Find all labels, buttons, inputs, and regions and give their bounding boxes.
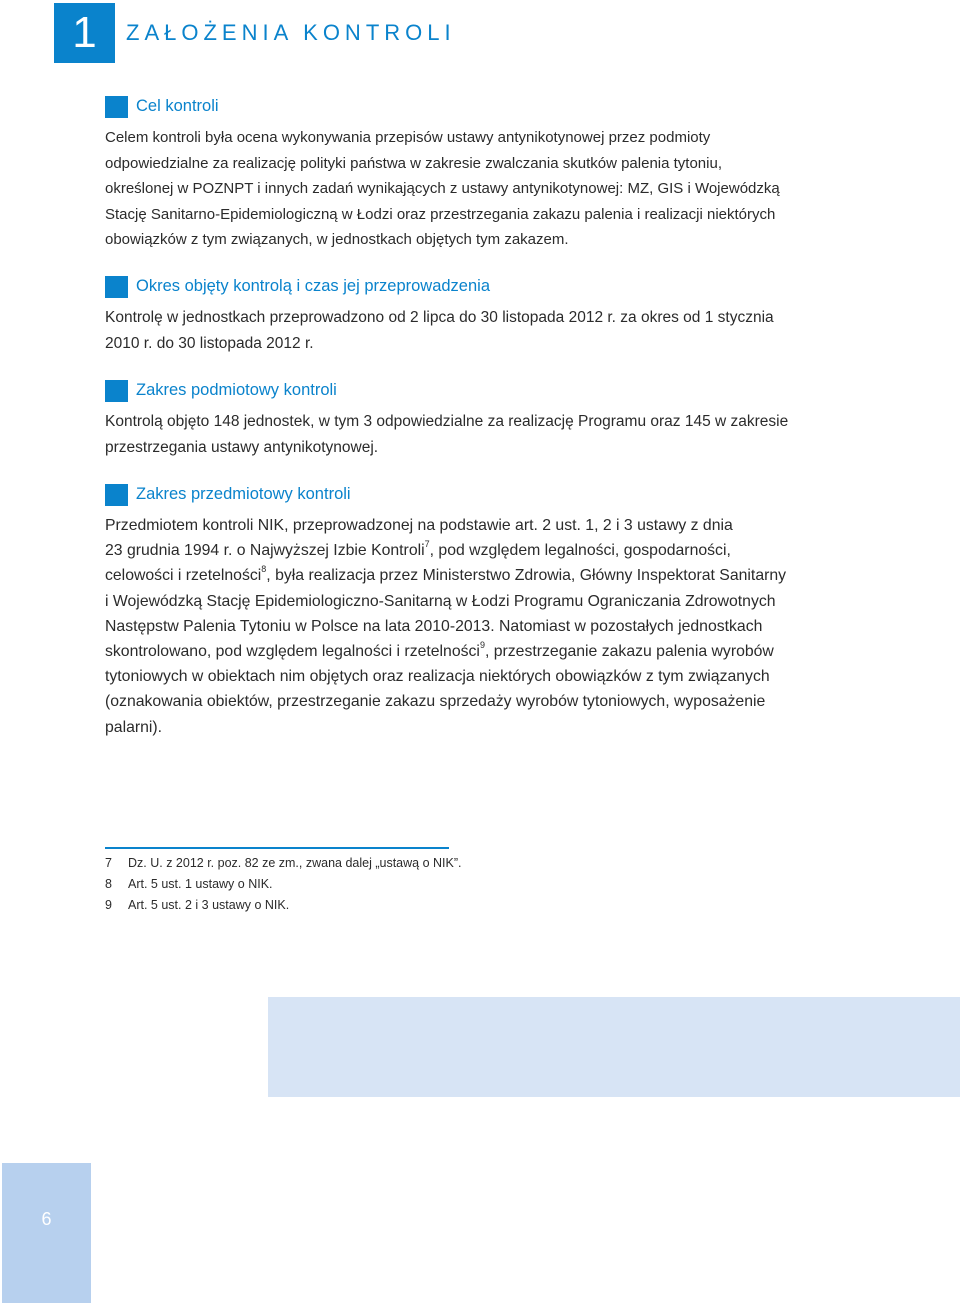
paragraph-line: Przedmiotem kontroli NIK, przeprowadzonej na podstawie art. 2 ust. 1, 2 i 3 ustawy z dnia [105,517,733,534]
footnote-ref: 8 [261,564,267,575]
section-heading [105,484,865,507]
section-body [105,409,865,460]
paragraph-line [105,538,865,563]
section-zakres-podmiotowy [105,380,865,460]
footnote-number: 9 [105,898,112,912]
paragraph-text: , była realizacja przez Ministerstwo Zdrowia, Główny Inspektorat Sanitarny [266,567,787,585]
section-heading-text: Zakres podmiotowy kontroli [136,381,337,399]
paragraph-text: 23 grudnia 1994 r. o Najwyższej Izbie Kontroli [105,542,425,560]
paragraph-text: , pod względem legalności, gospodarności, [429,542,731,560]
section-heading [105,276,865,299]
paragraph-text: , przestrzeganie zakazu palenia wyrobów [484,643,774,661]
paragraph-line: określonej w POZNPT i innych zadań wynikających z ustawy antynikotynowej: MZ, GIS i Wojewódzką [105,180,780,197]
footnote-text: Dz. U. z 2012 r. poz. 82 ze zm., zwana dalej „ustawą o NIK”. [128,856,462,870]
footnote-text: Art. 5 ust. 1 ustawy o NIK. [128,877,273,891]
paragraph-line: Kontrolą objęto 148 jednostek, w tym 3 odpowiedzialne za realizację Programu oraz 145 w zakresie [105,413,789,430]
paragraph-line: 2010 r. do 30 listopada 2012 r. [105,334,314,352]
paragraph-text: skontrolowano, pod względem legalności i rzetelności [105,643,480,661]
footnote-number: 8 [105,877,112,891]
footnote-number: 7 [105,856,112,870]
paragraph-line: Celem kontroli była ocena wykonywania przepisów ustawy antynikotynowej przez podmioty [105,129,711,146]
section-okres-kontroli [105,276,865,356]
page-number-tab [2,1163,91,1303]
section-heading [105,96,865,119]
paragraph-line: Stację Sanitarno-Epidemiologiczną w Łodzi oraz przestrzegania zakazu palenia i realizacji niektórych [105,205,776,223]
paragraph-text: celowości i rzetelności [105,567,262,585]
section-body [105,125,865,253]
section-heading-text: Cel kontroli [136,97,219,115]
heading-square-icon [105,380,128,402]
section-body [105,305,865,356]
section-heading [105,380,865,403]
paragraph-line: przestrzegania ustawy antynikotynowej. [105,438,379,456]
chapter-number-box [54,3,115,63]
paragraph-line: Następstw Palenia Tytoniu w Polsce na lata 2010-2013. Natomiast w pozostałych jednostkach [105,617,763,635]
heading-square-icon [105,276,128,298]
chapter-number: 1 [72,8,97,57]
section-heading-text: Zakres przedmiotowy kontroli [136,485,351,503]
section-body [105,513,865,740]
footnote-text: Art. 5 ust. 2 i 3 ustawy o NIK. [128,898,290,912]
paragraph-line: palarni). [105,718,163,736]
paragraph-line: odpowiedzialne za realizację polityki państwa w zakresie zwalczania skutków palenia tytoniu, [105,154,722,172]
paragraph-line: Kontrolę w jednostkach przeprowadzono od 2 lipca do 30 listopada 2012 r. za okres od 1 stycznia [105,309,774,326]
paragraph-line: (oznakowania obiektów, przestrzeganie zakazu sprzedaży wyrobów tytoniowych, wyposażenie [105,693,766,711]
paragraph-line [105,639,865,664]
footnote-ref: 9 [479,639,485,650]
paragraph-line [105,563,865,588]
paragraph-line: obowiązków z tym związanych, w jednostkach objętych tym zakazem. [105,231,569,248]
chapter-title: ZAŁOŻENIA KONTROLI [126,20,456,45]
section-zakres-przedmiotowy [105,484,865,740]
paragraph-line: tytoniowych w obiektach nim objętych oraz realizacja niektórych obowiązków z tym związanych [105,668,770,686]
decorative-panel [268,997,960,1097]
footnote-divider [105,847,449,849]
paragraph-line: i Wojewódzką Stację Epidemiologiczno-Sanitarną w Łodzi Programu Ograniczania Zdrowotnych [105,592,776,610]
section-heading-text: Okres objęty kontrolą i czas jej przeprowadzenia [136,277,491,295]
heading-square-icon [105,96,128,118]
page-number: 6 [41,1209,52,1229]
heading-square-icon [105,484,128,506]
section-cel-kontroli [105,96,865,253]
footnote-ref: 7 [424,538,430,549]
